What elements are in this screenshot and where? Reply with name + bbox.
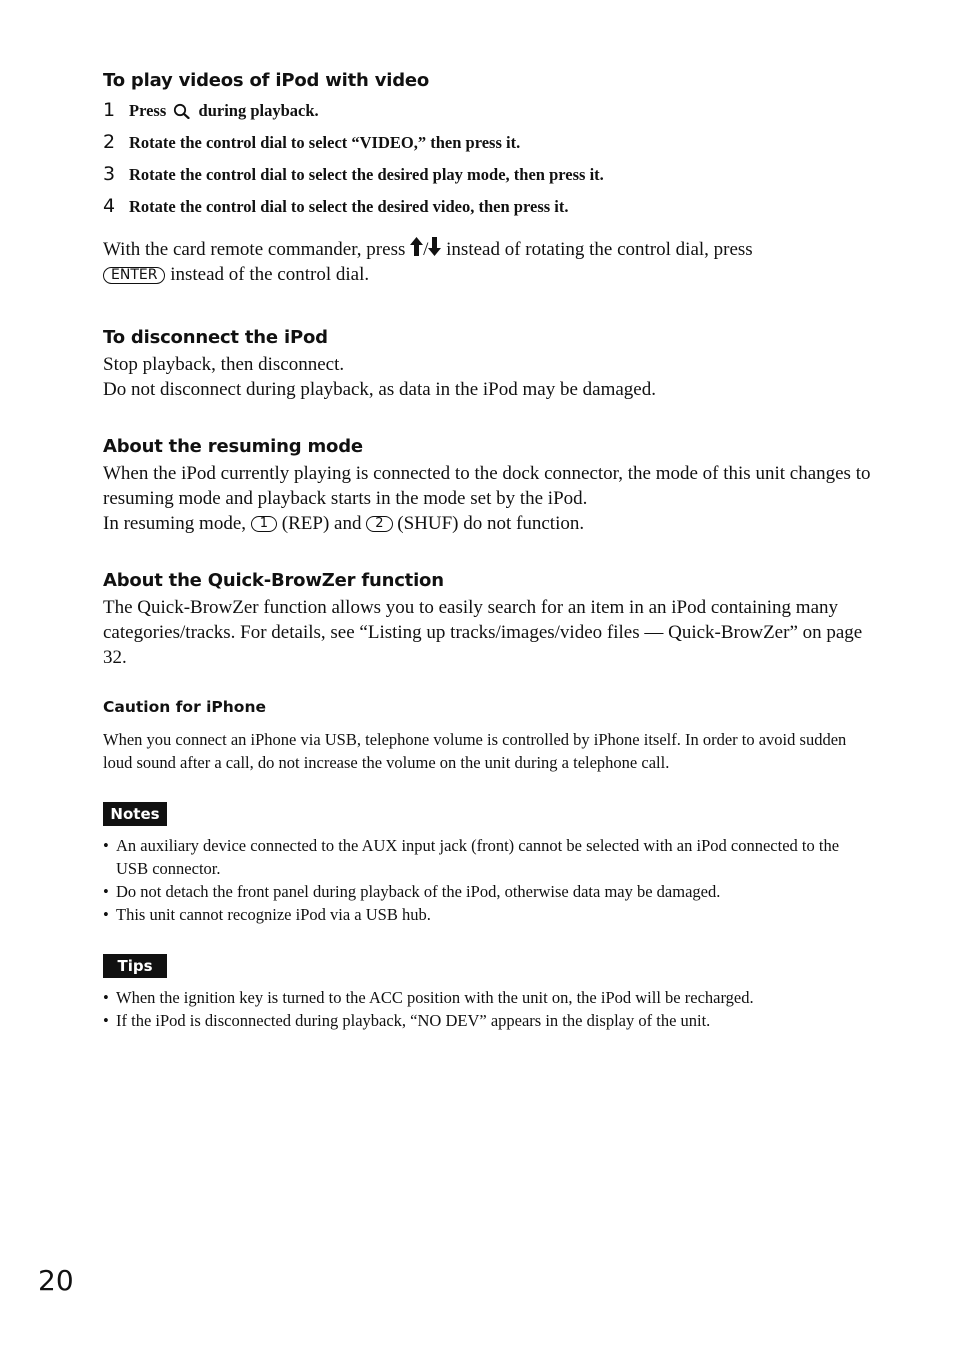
remote-note-part3: instead of the control dial. — [170, 264, 370, 285]
section-quick-browzer — [103, 570, 873, 670]
caution-text: When you connect an iPhone via USB, telephone volume is controlled by iPhone itself. In order to avoid sudden loud sound after a call, do not increase the volume on the unit during a telephone call. — [103, 730, 847, 772]
tip-item: • If the iPod is disconnected during playback, “NO DEV” appears in the display of the unit. — [103, 1009, 873, 1032]
button-1-glyph: 1 — [251, 516, 277, 532]
heading-resuming: About the resuming mode — [103, 436, 363, 457]
button-2-label: (SHUF) do not function. — [397, 513, 585, 534]
section-notes — [103, 802, 873, 926]
heading-disconnect: To disconnect the iPod — [103, 327, 328, 348]
tip-item: • When the ignition key is turned to the ACC position with the unit on, the iPod will be recharged. — [103, 986, 873, 1009]
remote-note-part1: With the card remote commander, press — [103, 239, 406, 260]
step-text: Rotate the control dial to select “VIDEO,” then press it. — [129, 133, 521, 152]
heading-quick-browzer: About the Quick-BrowZer function — [103, 570, 444, 591]
step-number: 1 — [103, 99, 116, 121]
note-item: • Do not detach the front panel during playback of the iPod, otherwise data may be damaged. — [103, 880, 873, 903]
notes-label: Notes — [103, 802, 167, 826]
heading-play-videos: To play videos of iPod with video — [103, 70, 430, 91]
tips-label: Tips — [103, 954, 167, 978]
section-play-videos — [103, 70, 873, 287]
arrow-down-icon — [428, 237, 441, 257]
section-resuming — [103, 436, 873, 536]
step-4 — [103, 195, 873, 227]
slash: / — [423, 239, 429, 260]
step-3 — [103, 163, 873, 195]
step-text: Rotate the control dial to select the desired video, then press it. — [129, 197, 569, 216]
remote-note-part2: instead of rotating the control dial, press — [446, 239, 753, 260]
note-item: • This unit cannot recognize iPod via a USB hub. — [103, 903, 873, 926]
disconnect-line-2: Do not disconnect during playback, as data in the iPod may be damaged. — [103, 379, 656, 400]
section-caution — [103, 698, 873, 774]
section-disconnect — [103, 327, 873, 402]
step-2 — [103, 131, 873, 163]
step-number: 2 — [103, 131, 116, 153]
resuming-buttons-line — [103, 511, 873, 536]
disconnect-line-1: Stop playback, then disconnect. — [103, 354, 345, 375]
button-1-label: (REP) and — [281, 513, 362, 534]
button-2-glyph: 2 — [366, 516, 392, 532]
enter-button-glyph: ENTER — [103, 267, 165, 284]
page-content — [103, 70, 873, 1066]
section-tips — [103, 954, 873, 1032]
step-1 — [103, 99, 873, 131]
step-number: 4 — [103, 195, 116, 217]
remote-note — [103, 237, 873, 287]
tips-list — [103, 986, 873, 1032]
step-text: Rotate the control dial to select the desired play mode, then press it. — [129, 165, 604, 184]
search-icon — [173, 103, 191, 119]
step-1-text-after: during playback. — [198, 101, 319, 120]
resuming-text: When the iPod currently playing is connected to the dock connector, the mode of this unit changes to resuming mode and playback starts in the mode set by the iPod. — [103, 463, 871, 509]
step-number: 3 — [103, 163, 116, 185]
page-number: 20 — [38, 1264, 74, 1297]
steps-list — [103, 99, 873, 227]
note-item: • An auxiliary device connected to the AUX input jack (front) cannot be selected with an iPod connected to the USB connector. — [103, 834, 873, 880]
heading-caution: Caution for iPhone — [103, 698, 267, 716]
resuming-line2-start: In resuming mode, — [103, 513, 247, 534]
arrow-up-icon — [410, 237, 423, 257]
quick-browzer-text: The Quick-BrowZer function allows you to easily search for an item in an iPod containing many categories/tracks. For details, see “Listing up tracks/images/video files — Quick-BrowZer” on page 32. — [103, 597, 863, 668]
notes-list — [103, 834, 873, 926]
step-1-text-before: Press — [129, 101, 167, 120]
